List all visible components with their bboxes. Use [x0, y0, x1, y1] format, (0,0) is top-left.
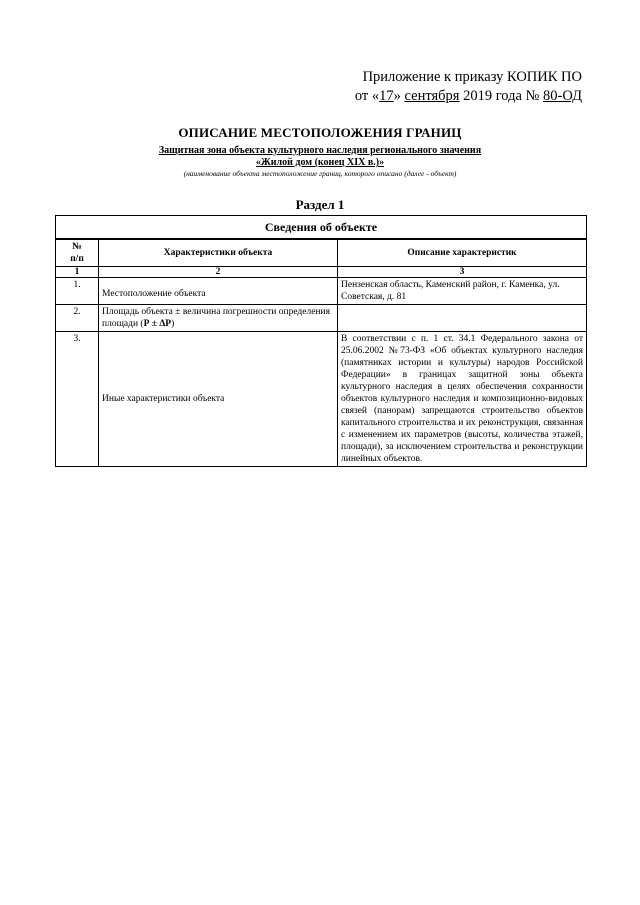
header-description: Описание характеристик [338, 239, 587, 267]
row-characteristic: Местоположение объекта [99, 278, 338, 305]
section-title: Раздел 1 [295, 197, 345, 212]
document-title: ОПИСАНИЕ МЕСТОПОЛОЖЕНИЯ ГРАНИЦ [178, 125, 462, 140]
row-number: 1. [56, 278, 99, 305]
row-characteristic-formula: Р ± ΔР [143, 319, 172, 329]
column-number: 2 [99, 267, 338, 278]
appendix-date-mid2: 2019 года № [459, 88, 544, 104]
row-number: 2. [56, 305, 99, 332]
table-row [56, 278, 587, 305]
appendix-month: сентября [404, 88, 460, 104]
header-number [56, 239, 99, 267]
object-info-table [55, 215, 587, 467]
appendix-date-mid1: » [393, 88, 405, 104]
column-number: 3 [338, 267, 587, 278]
header-number-line1: № [72, 242, 82, 252]
column-number-row [56, 267, 587, 278]
object-subtitle-line2: «Жилой дом (конец XIX в.)» [255, 157, 385, 168]
object-subtitle-note: (наименование объекта местоположение границ, которого описано (далее - объект) [183, 169, 457, 178]
row-description: В соответствии с п. 1 ст. 34.1 Федерального закона от 25.06.2002 №73-ФЗ «Об объектах культурного наследия (памятниках истории и культуры) народов Российской Федерации» в границах защитной зоны объекта культурного наследия в целях обеспечения сохранности объектов культурного наследия и композиционно-видовых связей (панорам) запрещаются строительство объектов капитального строительства и их реконструкция, связанная с изменением их параметров (высоты, количества этажей, площади), за исключением строительства и реконструкции линейных объектов. [338, 332, 587, 467]
row-description: Пензенская область, Каменский район, г. Каменка, ул. Советская, д. 81 [338, 278, 587, 305]
table-title: Сведения об объекте [56, 216, 587, 240]
row-number: 3. [56, 332, 99, 467]
appendix-day: 17 [379, 88, 394, 104]
table-row [56, 305, 587, 332]
column-number: 1 [56, 267, 99, 278]
row-characteristic [99, 305, 338, 332]
appendix-number: 80-ОД [543, 88, 582, 104]
object-subtitle-line1: Защитная зона объекта культурного наследия регионального значения [158, 145, 482, 156]
appendix-header [355, 68, 582, 106]
row-characteristic: Иные характеристики объекта [99, 332, 338, 467]
header-characteristic: Характеристики объекта [99, 239, 338, 267]
header-number-line2: п/п [70, 254, 84, 264]
row-description [338, 305, 587, 332]
table-title-row [56, 216, 587, 240]
appendix-date-prefix: от « [354, 88, 380, 104]
row-characteristic-text: Площадь объекта ± величина погрешности определения площади ( [102, 307, 330, 329]
appendix-line2 [355, 87, 582, 106]
table-header-row [56, 239, 587, 267]
table-row [56, 332, 587, 467]
appendix-line1: Приложение к приказу КОПИК ПО [362, 69, 582, 85]
row-characteristic-close: ) [171, 319, 175, 329]
